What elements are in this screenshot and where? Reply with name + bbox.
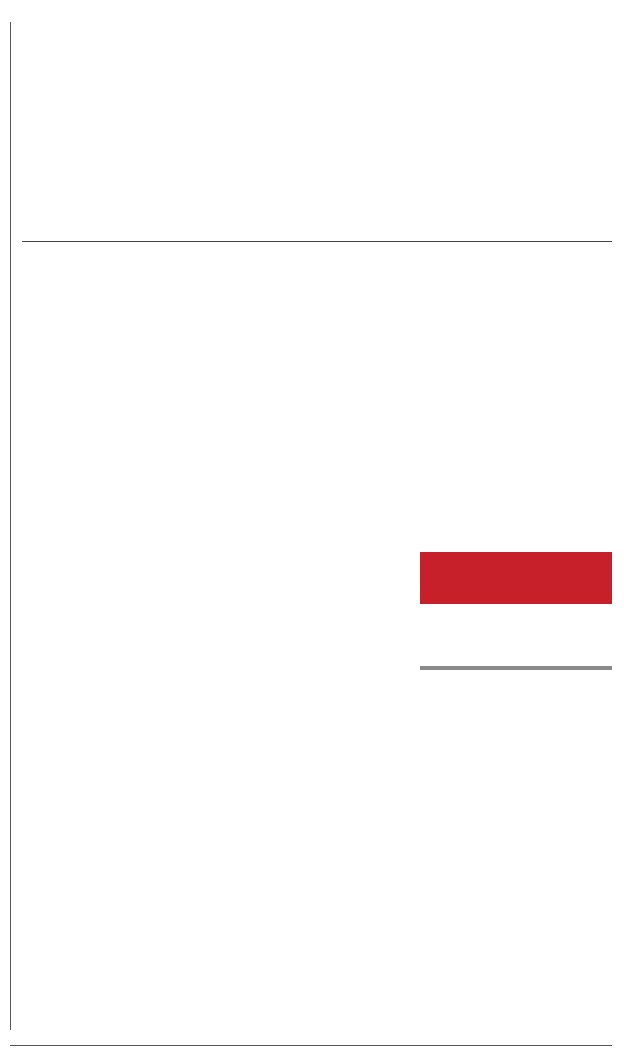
badge-bottom-label	[418, 608, 612, 660]
badge-rule	[420, 666, 612, 670]
bottom-rule	[10, 1045, 612, 1046]
badge-top-label	[420, 552, 612, 604]
ukraine-crisis-badge	[418, 552, 612, 672]
byline-rule	[22, 241, 612, 242]
left-column-rule	[10, 22, 11, 1030]
